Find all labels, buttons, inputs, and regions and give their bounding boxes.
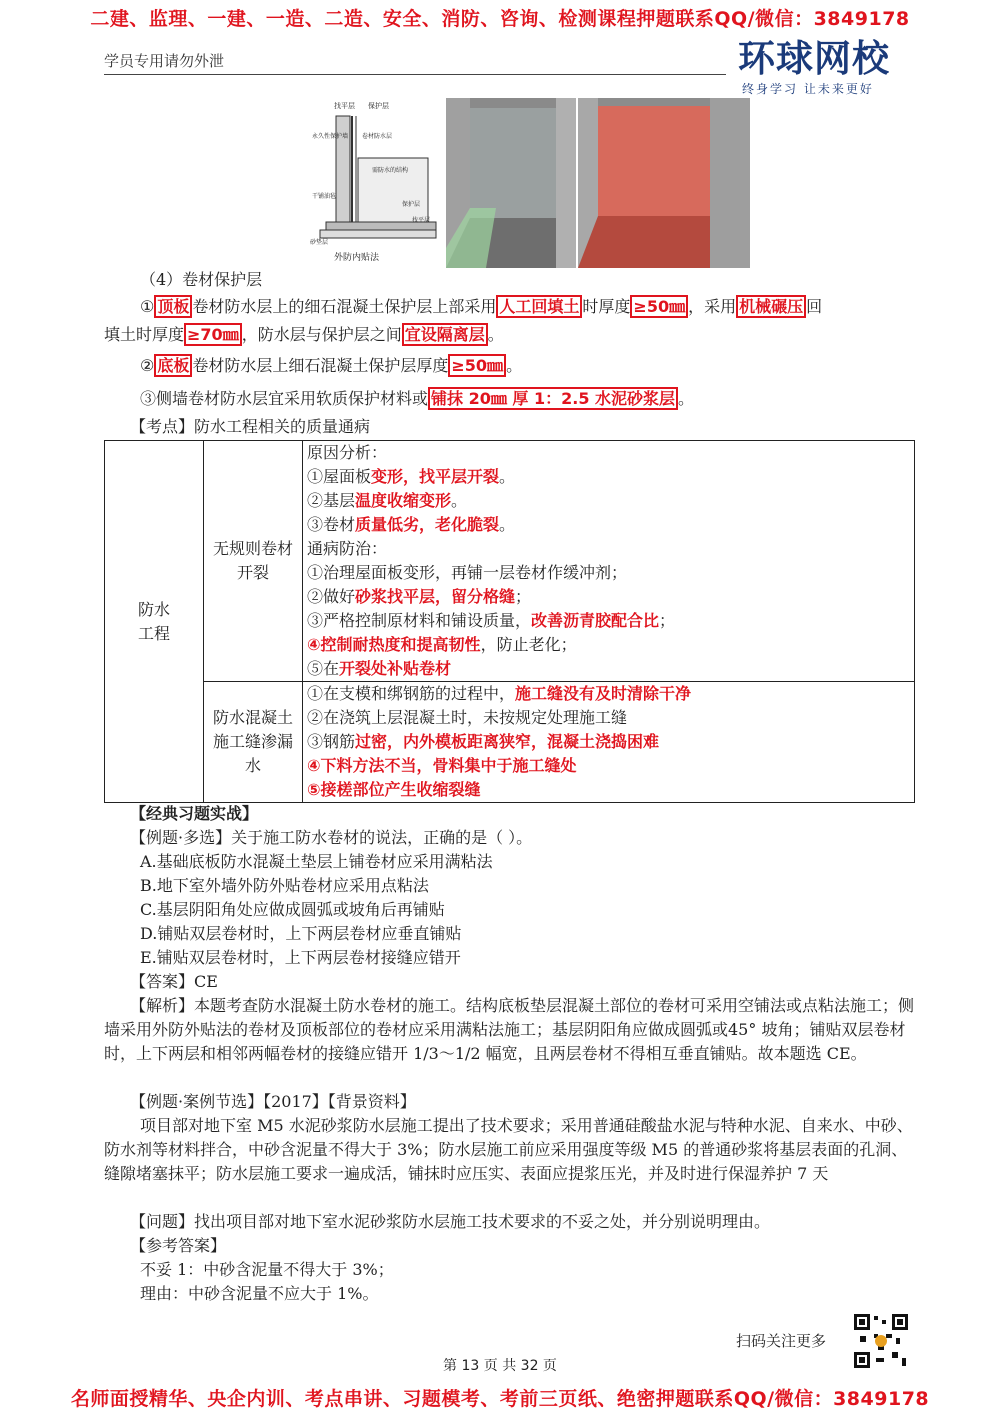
cell-line: ②基层温度收缩变形。	[307, 491, 468, 510]
answer: 【答案】CE	[130, 972, 218, 991]
table-detail	[303, 441, 915, 682]
cell-line: ⑤接槎部位产生收缩裂缝	[307, 780, 481, 799]
paragraph-2	[140, 354, 916, 378]
text: 卷材防水层上的细石混凝土保护层上部采用	[192, 297, 497, 316]
table-issue: 无规则卷材开裂	[204, 441, 303, 682]
problem: 【问题】找出项目部对地下室水泥砂浆防水层施工技术要求的不妥之处，并分别说明理由。	[130, 1212, 771, 1231]
key-term: 底板	[154, 354, 192, 377]
cell-line: ③钢筋过密，内外模板距离狭窄，混凝土浇捣困难	[307, 732, 660, 751]
fig-label: 需防水的结构	[372, 167, 409, 174]
cell-line: ③严格控制原材料和铺设质量，改善沥青胶配合比；	[307, 611, 676, 630]
text: 回	[806, 297, 823, 316]
key-term: ≥70㎜	[184, 323, 242, 346]
waterproof-diagram	[306, 98, 442, 270]
paragraph-1	[140, 295, 916, 319]
fig-label: 卷材防水层	[362, 133, 393, 140]
text: 时厚度	[582, 297, 631, 316]
bottom-banner: 名师面授精华、央企内训、考点串讲、习题模考、考前三页纸、绝密押题联系QQ/微信：3849178	[70, 1388, 930, 1410]
cell-line: ②做好砂浆找平层，留分格缝；	[307, 587, 532, 606]
text: ①	[140, 297, 155, 316]
fig-label: 找平层	[334, 102, 355, 110]
cell-line: 通病防治：	[307, 539, 388, 558]
option: E.铺贴双层卷材时，上下两层卷材接缝应错开	[140, 948, 461, 967]
cell-line: ③卷材质量低劣，老化脆裂。	[307, 515, 516, 534]
option: A.基础底板防水混凝土垫层上铺卷材应采用满粘法	[140, 852, 493, 871]
table-row	[105, 682, 915, 803]
logo-text: 环球网校	[738, 37, 890, 80]
question-2: 【例题·案例节选】【2017】【背景资料】	[130, 1092, 416, 1111]
text: 。	[678, 389, 695, 408]
header-divider	[104, 74, 726, 75]
cell-line: ④控制耐热度和提高韧性，防止老化；	[307, 635, 577, 654]
cell-line: ⑤在开裂处补贴卷材	[307, 659, 452, 678]
fig-caption: 外防内贴法	[334, 253, 380, 263]
paragraph-3	[140, 387, 916, 411]
fig-label: 干铺油毡	[312, 193, 337, 200]
page-number: 第 13 页 共 32 页	[443, 1358, 557, 1374]
cell-line: ①治理屋面板变形，再铺一层卷材作缓冲剂；	[307, 563, 628, 582]
logo	[738, 38, 918, 97]
header-subtitle: 学员专用请勿外泄	[104, 52, 225, 70]
text: ，防水层与保护层之间	[241, 325, 402, 344]
section-title: （4）卷材保护层	[140, 270, 263, 289]
key-term: ≥50㎜	[630, 295, 688, 318]
answer-line: 不妥 1：中砂含泥量不得大于 3%；	[140, 1260, 394, 1279]
background: 项目部对地下室 M5 水泥砂浆防水层施工提出了技术要求；采用普通硅酸盐水泥与特种水泥、自来水、中砂、防水剂等材料拌合，中砂含泥量不得大于 3%；防水层施工前应采用强度等级 M5 的普通砂浆将基层表面的孔洞、缝隙堵塞抹平；防水层施工要求一遍成活，铺抹时应压实、表面应提浆压光，并及时进行保湿养护 7 天	[104, 1116, 913, 1183]
question-1: 【例题·多选】关于施工防水卷材的说法，正确的是（ ）。	[130, 828, 533, 847]
render-left	[446, 98, 576, 268]
key-term: 顶板	[154, 295, 192, 318]
kaodian-heading: 【考点】防水工程相关的质量通病	[130, 417, 371, 436]
option: D.铺贴双层卷材时，上下两层卷材应垂直铺贴	[140, 924, 462, 943]
text: ，采用	[688, 297, 737, 316]
text: ②	[140, 356, 155, 375]
exercises-heading: 【经典习题实战】	[130, 804, 259, 823]
defects-table	[104, 440, 915, 803]
text: 卷材防水层上细石混凝土保护层厚度	[192, 356, 449, 375]
top-banner: 二建、监理、一建、一造、二造、安全、消防、咨询、检测课程押题联系QQ/微信：3849178	[90, 8, 910, 30]
cell-line: ②在浇筑上层混凝土时，未按规定处理施工缝	[307, 708, 628, 727]
logo-tagline: 终身学习 让未来更好	[742, 82, 874, 96]
fig-label: 永久性保护墙	[312, 133, 349, 140]
key-term: 人工回填土	[496, 295, 582, 318]
text: 。	[506, 356, 523, 375]
scan-text: 扫码关注更多	[736, 1332, 827, 1350]
table-row	[105, 441, 915, 682]
option: B.地下室外墙外防外贴卷材应采用点粘法	[140, 876, 429, 895]
reference-title: 【参考答案】	[130, 1236, 227, 1255]
text: 。	[487, 325, 504, 344]
fig-label: 保护层	[368, 102, 389, 110]
table-category: 防水工程	[105, 441, 204, 803]
key-term: ≥50㎜	[448, 354, 506, 377]
text: ③侧墙卷材防水层宜采用软质保护材料或	[140, 389, 429, 408]
cell-line: ①屋面板变形，找平层开裂。	[307, 467, 516, 486]
fig-label: 砂垫层	[310, 239, 329, 246]
paragraph-1-cont	[104, 323, 916, 347]
key-term: 铺抹 20㎜ 厚 1：2.5 水泥砂浆层	[428, 387, 678, 410]
cell-line: ①在支模和绑钢筋的过程中，施工缝没有及时清除干净	[307, 684, 692, 703]
cell-line: 原因分析：	[307, 443, 388, 462]
option: C.基层阴阳角处应做成圆弧或坡角后再铺贴	[140, 900, 445, 919]
key-term: 宜设隔离层	[402, 323, 488, 346]
text: 填土时厚度	[104, 325, 185, 344]
table-detail	[303, 682, 915, 803]
analysis: 【解析】本题考查防水混凝土防水卷材的施工。结构底板垫层混凝土部位的卷材可采用空铺法或点粘法施工；侧墙采用外防外贴法的卷材及顶板部位的卷材应采用满粘法施工；基层阴阳角应做成圆弧或45° 坡角；铺贴双层卷材时，上下两层和相邻两幅卷材的接缝应错开 1/3～1/2 幅宽，且两层卷材不得相互垂直铺贴。故本题选 CE。	[104, 996, 915, 1063]
cell-line: ④下料方法不当，骨料集中于施工缝处	[307, 756, 577, 775]
fig-label: 找平层	[412, 217, 431, 224]
key-term: 机械碾压	[736, 295, 806, 318]
render-right	[578, 98, 750, 268]
reason-line: 理由：中砂含泥量不应大于 1%。	[140, 1284, 379, 1303]
table-issue: 防水混凝土施工缝渗漏水	[204, 682, 303, 803]
fig-label: 保护层	[402, 201, 421, 208]
